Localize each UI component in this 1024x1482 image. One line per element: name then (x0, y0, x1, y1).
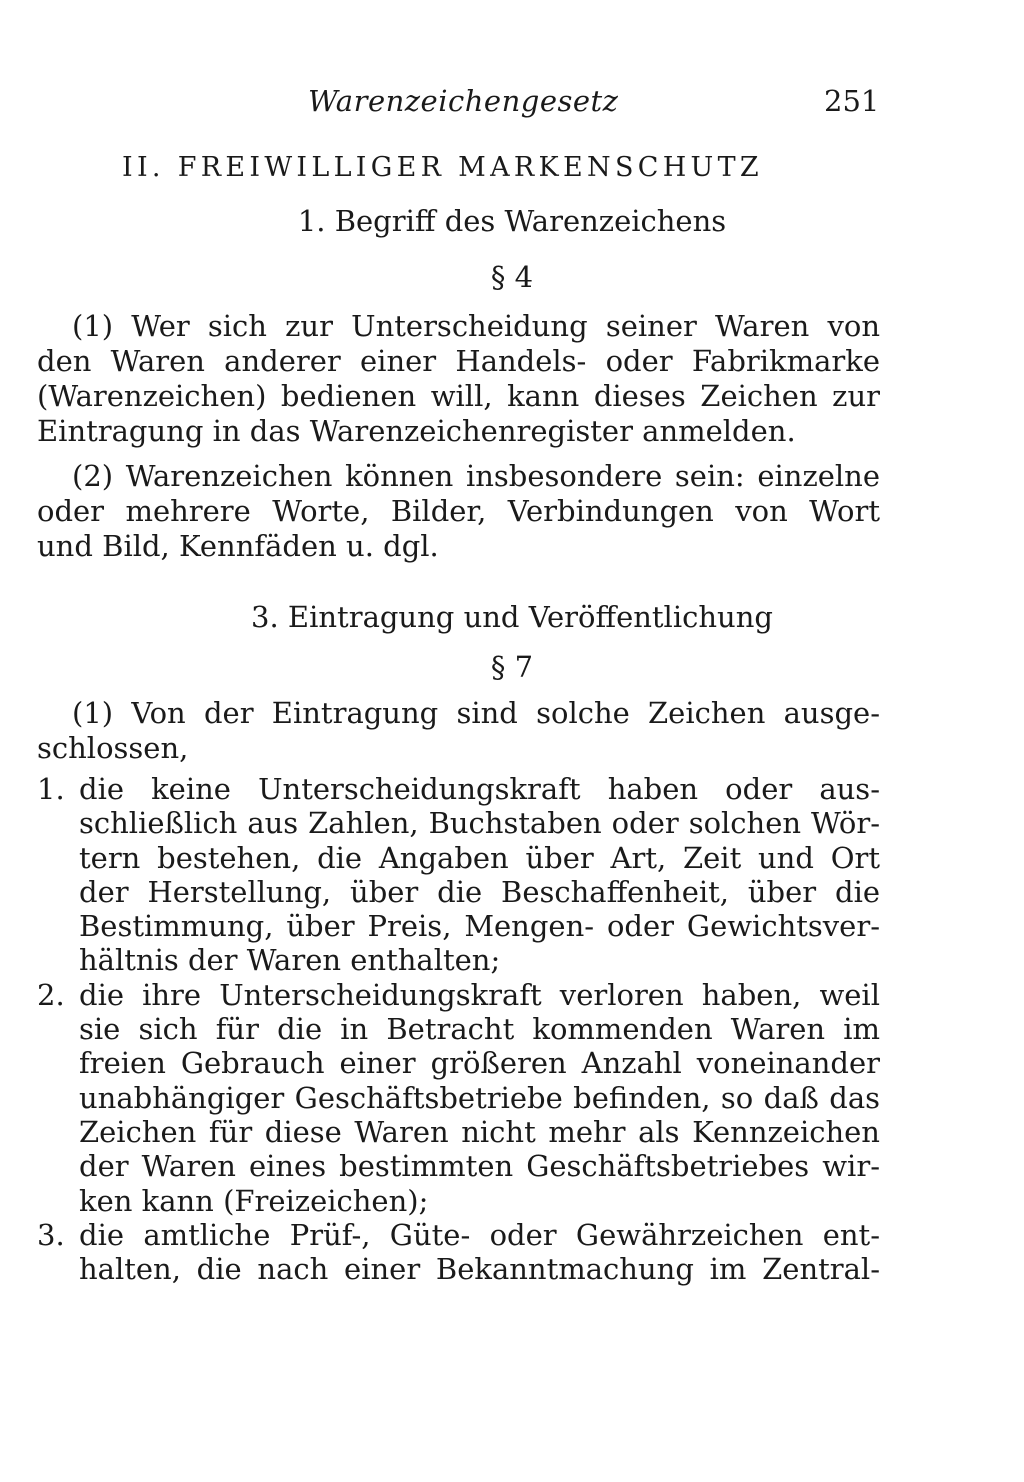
subheading-eintragung: 3. Eintragung und Veröffentlichung (251, 600, 773, 634)
paragraph-4-2 (37, 459, 880, 564)
running-title: Warenzeichengesetz (308, 84, 619, 118)
item-number: 2. (37, 977, 65, 1012)
item-number: 1. (37, 772, 65, 806)
text-line: hältnis der Waren enthalten; (79, 943, 501, 978)
text-line: der Waren eines bestimmten Geschäftsbetriebes wir- (79, 1149, 880, 1184)
text-line: Eintragung in das Warenzeichenregister anmelden. (37, 414, 796, 448)
section-heading: II. FREIWILLIGER MARKENSCHUTZ (122, 152, 763, 183)
page-number: 251 (824, 84, 880, 118)
text-line: ken kann (Freizeichen); (79, 1183, 429, 1218)
paragraph-sign-7: § 7 (490, 650, 534, 684)
text-line: die amtliche Prüf-, Güte- oder Gewährzeichen ent- (79, 1217, 880, 1252)
text-line: die ihre Unterscheidungskraft verloren haben, weil (79, 977, 880, 1012)
exclusion-list (37, 772, 880, 1286)
text-line: der Herstellung, über die Beschaffenheit, über die (79, 874, 880, 909)
text-line: (1) Von der Eintragung sind solche Zeichen ausge- (72, 696, 880, 730)
text-line: unabhängiger Geschäftsbetriebe befinden, so daß das (79, 1080, 880, 1115)
list-item (37, 1218, 880, 1287)
text-line: Bestimmung, über Preis, Mengen- oder Gewichtsver- (79, 909, 880, 944)
text-line: oder mehrere Worte, Bilder, Verbindungen von Wort (37, 494, 880, 528)
text-line: Zeichen für diese Waren nicht mehr als Kennzeichen (79, 1114, 880, 1149)
list-item (37, 772, 880, 978)
list-item (37, 978, 880, 1218)
item-number: 3. (37, 1217, 65, 1252)
text-line: die keine Unterscheidungskraft haben oder aus- (79, 772, 880, 806)
text-line: schlossen, (37, 731, 189, 765)
subheading-begriff: 1. Begriff des Warenzeichens (297, 204, 727, 238)
text-line: und Bild, Kennfäden u. dgl. (37, 529, 439, 563)
paragraph-7-1-intro (37, 696, 880, 766)
paragraph-sign-4: § 4 (490, 260, 534, 294)
text-line: (Warenzeichen) bedienen will, kann dieses Zeichen zur (37, 379, 880, 413)
text-line: schließlich aus Zahlen, Buchstaben oder solchen Wör- (79, 806, 880, 841)
paragraph-4-1 (37, 309, 880, 449)
text-line: (1) Wer sich zur Unterscheidung seiner Waren von (72, 309, 880, 343)
text-line: freien Gebrauch einer größeren Anzahl voneinander (79, 1046, 880, 1081)
text-line: tern bestehen, die Angaben über Art, Zeit und Ort (79, 840, 880, 875)
text-line: (2) Warenzeichen können insbesondere sein: einzelne (72, 459, 880, 493)
text-line: den Waren anderer einer Handels- oder Fabrikmarke (37, 344, 880, 378)
text-line: sie sich für die in Betracht kommenden Waren im (79, 1012, 880, 1047)
text-line: halten, die nach einer Bekanntmachung im Zentral- (79, 1252, 880, 1287)
